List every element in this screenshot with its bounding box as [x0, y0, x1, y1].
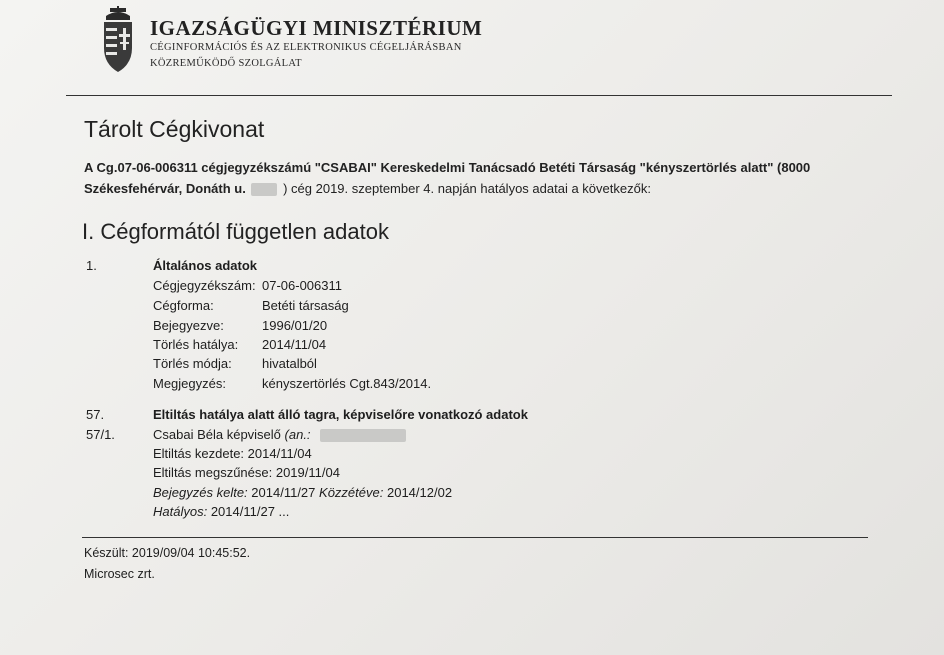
field-label: Törlés hatálya: — [153, 337, 239, 352]
coat-of-arms-icon — [98, 6, 138, 74]
field-label: Cégjegyzékszám: — [153, 278, 256, 293]
registration-label: Bejegyzés kelte: — [153, 485, 248, 500]
field-value: 07-06-006311 — [262, 278, 342, 293]
redacted-house-number — [251, 183, 277, 196]
issuer: Microsec zrt. — [84, 567, 155, 581]
item-title: Eltiltás hatálya alatt álló tagra, képviselőre vonatkozó adatok — [153, 407, 528, 422]
field-label: Bejegyezve: — [153, 318, 224, 333]
intro-line-1: A Cg.07-06-006311 cégjegyzékszámú "CSABAI" Kereskedelmi Tanácsadó Betéti Társaság "kényszertörlés alatt" (8000 — [84, 160, 811, 175]
intro-line-2 — [84, 181, 651, 196]
ban-end: Eltiltás megszűnése: 2019/11/04 — [153, 465, 340, 480]
published-label: Közzétéve: — [319, 485, 384, 500]
ban-start: Eltiltás kezdete: 2014/11/04 — [153, 446, 312, 461]
field-value: 2014/11/04 — [262, 337, 327, 352]
intro-address: Székesfehérvár, Donáth u. — [84, 181, 246, 196]
field-label: Megjegyzés: — [153, 376, 226, 391]
header-divider — [66, 95, 892, 96]
field-label: Cégforma: — [153, 298, 214, 313]
intro-rest: ) cég 2019. szeptember 4. napján hatályos adatai a következők: — [283, 181, 651, 196]
representative-name: Csabai Béla képviselő — [153, 427, 281, 442]
field-value: kényszertörlés Cgt.843/2014. — [262, 376, 432, 391]
effective-date: 2014/11/27 ... — [210, 504, 290, 519]
field-value: 1996/01/20 — [262, 318, 328, 333]
field-value: hivatalból — [262, 356, 317, 371]
ministry-name: IGAZSÁGÜGYI MINISZTÉRIUM — [150, 16, 483, 40]
registration-date: 2014/11/27 — [251, 485, 316, 500]
item-title: Általános adatok — [153, 258, 258, 273]
field-label: Törlés módja: — [153, 356, 232, 371]
created-timestamp: Készült: 2019/09/04 10:45:52. — [84, 546, 251, 560]
sub-item-number: 57/1. — [86, 427, 115, 442]
field-value: Betéti társaság — [262, 298, 349, 313]
registration-line — [153, 485, 452, 500]
effective-label: Hatályos: — [153, 504, 208, 519]
ministry-subtitle-line2: KÖZREMŰKÖDŐ SZOLGÁLAT — [150, 58, 302, 69]
footer-divider — [82, 537, 868, 538]
mother-name-label: (an.: — [284, 427, 311, 442]
redacted-mother-name — [320, 429, 406, 442]
section-heading: I. Cégformától független adatok — [82, 219, 389, 244]
representative-line — [153, 427, 406, 442]
effective-line — [153, 504, 289, 519]
ministry-subtitle-line1: CÉGINFORMÁCIÓS ÉS AZ ELEKTRONIKUS CÉGELJÁRÁSBAN — [150, 42, 462, 53]
item-number: 57. — [86, 407, 105, 422]
item-number: 1. — [86, 258, 97, 273]
published-date: 2014/12/02 — [386, 485, 453, 500]
document-title: Tárolt Cégkivonat — [84, 116, 265, 142]
